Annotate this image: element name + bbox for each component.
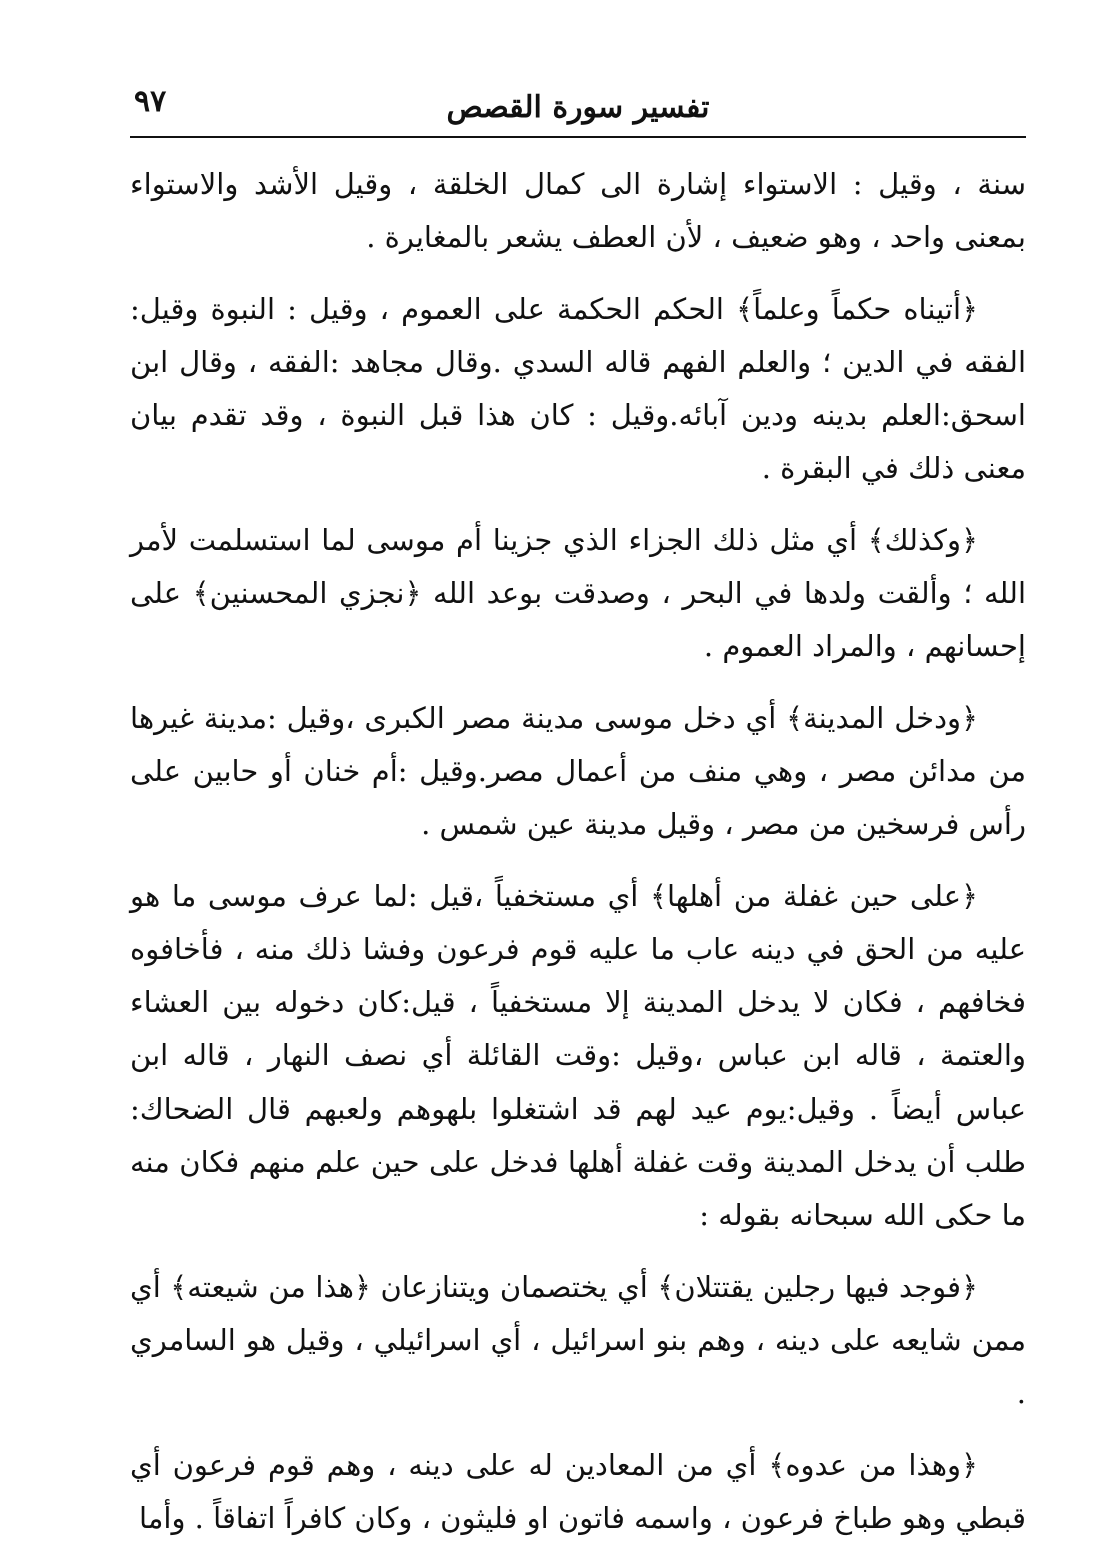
- paragraph: ﴿وهذا من عدوه﴾ أي من المعادين له على دينه ، وهم قوم فرعون أي قبطي وهو طباخ فرعون ، واسمه فاتون او فليثون ، وكان كافراً اتفاقاً . وأما: [130, 1447, 1026, 1535]
- paragraph: ﴿وكذلك﴾ أي مثل ذلك الجزاء الذي جزينا أم موسى لما استسلمت لأمر الله ؛ وألقت ولدها في البحر ، وصدقت بوعد الله ﴿نجزي المحسنين﴾ على إحسانهم ، والمراد العموم .: [130, 522, 1026, 664]
- running-title: تفسير سورة القصص: [446, 90, 710, 125]
- page-header: [130, 78, 1026, 138]
- paragraph: ﴿فوجد فيها رجلين يقتتلان﴾ أي يختصمان ويتنازعان ﴿هذا من شيعته﴾ أي ممن شايعه على دينه ، وهم بنو اسرائيل ، أي اسرائيلي ، وقيل هو السامري .: [130, 1269, 1026, 1411]
- paragraph: ﴿ودخل المدينة﴾ أي دخل موسى مدينة مصر الكبرى ،وقيل :مدينة غيرها من مدائن مصر ، وهي منف من أعمال مصر.وقيل :أم خنان أو حابين على رأس فرسخين من مصر ، وقيل مدينة عين شمس .: [130, 700, 1026, 842]
- paragraph: ﴿أتيناه حكماً وعلماً﴾ الحكم الحكمة على العموم ، وقيل : النبوة وقيل: الفقه في الدين ؛ والعلم الفهم قاله السدي .وقال مجاهد :الفقه ، وقال ابن اسحق:العلم بدينه ودين آبائه.وقيل : كان هذا قبل النبوة ، وقد تقدم بيان معنى ذلك في البقرة .: [130, 291, 1026, 486]
- page-number: ٩٧: [134, 84, 167, 119]
- paragraph: ﴿على حين غفلة من أهلها﴾ أي مستخفياً ،قيل :لما عرف موسى ما هو عليه من الحق في دينه عاب ما عليه قوم فرعون وفشا ذلك منه ، فأخافوه فخافهم ، فكان لا يدخل المدينة إلا مستخفياً ، قيل:كان دخوله بين العشاء والعتمة ، قاله ابن عباس ،وقيل :وقت القائلة أي نصف النهار ، قاله ابن عباس أيضاً . وقيل:يوم عيد لهم قد اشتغلوا بلهوهم ولعبهم قال الضحاك: طلب أن يدخل المدينة وقت غفلة أهلها فدخل على حين علم منهم فكان منه ما حكى الله سبحانه بقوله :: [130, 878, 1026, 1233]
- paragraph: سنة ، وقيل : الاستواء إشارة الى كمال الخلقة ، وقيل الأشد والاستواء بمعنى واحد ، وهو ضعيف ، لأن العطف يشعر بالمغايرة .: [130, 167, 1026, 255]
- body-text: [130, 158, 1026, 1563]
